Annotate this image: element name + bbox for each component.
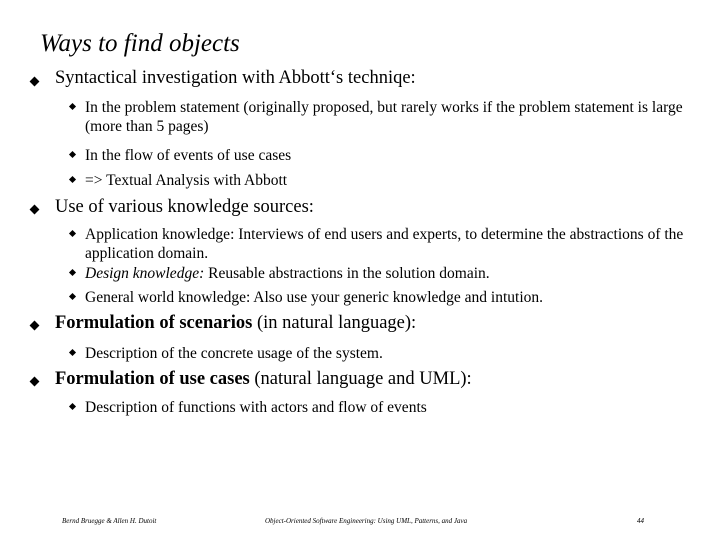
diamond-bullet-icon [30,377,40,387]
diamond-bullet-icon [69,230,76,237]
diamond-bullet-icon [30,77,40,87]
diamond-bullet-icon [69,151,76,158]
section-heading-abbott: Syntactical investigation with Abbott‘s techniqe: [55,68,416,88]
list-item: In the problem statement (originally proposed, but rarely works if the problem statement is large (more than 5 pages) [85,99,683,135]
diamond-bullet-icon [69,269,76,276]
heading-rest: (natural language and UML): [249,369,472,389]
section-heading-knowledge: Use of various knowledge sources: [55,197,314,217]
diamond-bullet-icon [69,103,76,110]
heading-strong: Formulation of scenarios [55,313,253,333]
list-item: In the flow of events of use cases [85,147,292,164]
section-heading-use-cases [55,369,472,390]
diamond-bullet-icon [30,205,40,215]
footer-authors: Bernd Bruegge & Allen H. Dutoit [62,517,157,525]
diamond-bullet-icon [69,293,76,300]
diamond-bullet-icon [69,349,76,356]
footer-book-title: Object-Oriented Software Engineering: Using UML, Patterns, and Java [265,517,468,525]
heading-rest: (in natural language): [252,313,417,333]
diamond-bullet-icon [69,176,76,183]
slide-title: Ways to find objects [40,30,240,57]
heading-strong: Formulation of use cases [55,369,250,389]
diamond-bullet-icon [69,403,76,410]
list-item: Description of the concrete usage of the system. [85,345,383,362]
emphasis-text: Design knowledge: [85,265,205,282]
list-item-text: Reusable abstractions in the solution domain. [204,265,490,282]
list-item: Application knowledge: Interviews of end users and experts, to determine the abstractions of the application domain. [85,226,684,262]
list-item [85,264,710,283]
list-item: Description of functions with actors and flow of events [85,399,427,416]
list-item: General world knowledge: Also use your generic knowledge and intution. [85,289,543,306]
section-heading-scenarios [55,313,416,334]
footer-page-number: 44 [637,517,644,525]
list-item: => Textual Analysis with Abbott [85,172,288,189]
diamond-bullet-icon [30,321,40,331]
